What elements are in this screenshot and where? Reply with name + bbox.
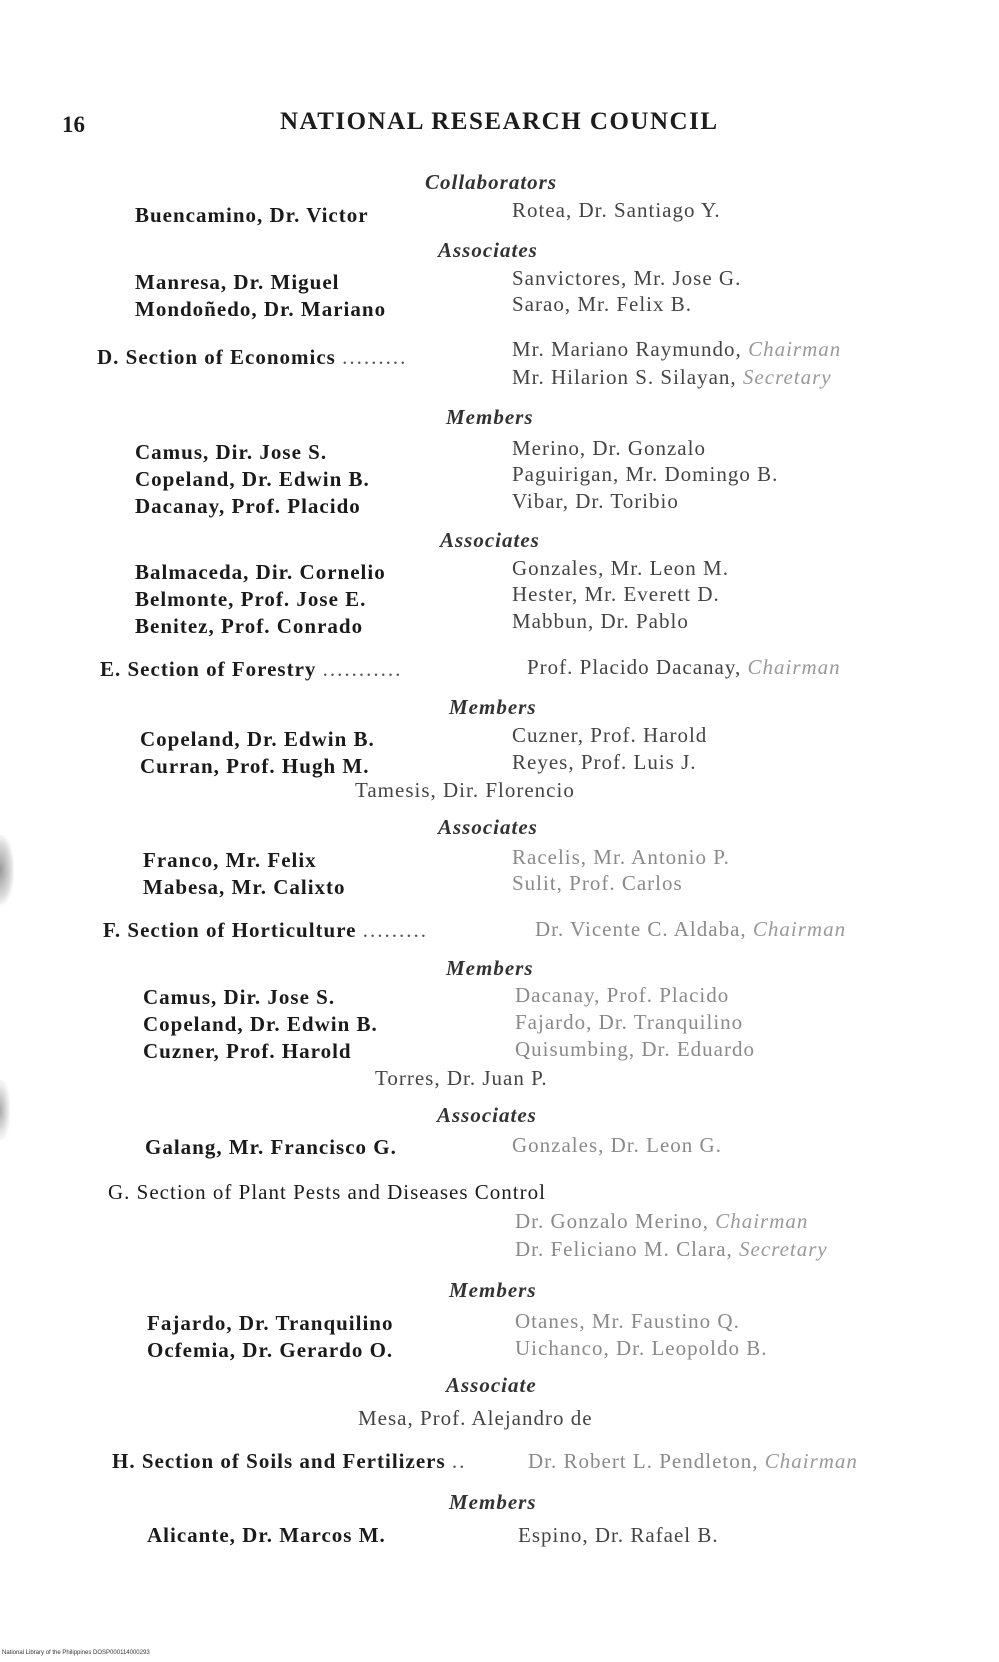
list-item: Manresa, Dr. Miguel (135, 270, 340, 294)
chairman-name: Dr. Gonzalo Merino, (515, 1209, 709, 1233)
section-heading-horticulture (103, 918, 428, 943)
section-title: H. Section of Soils and Fertilizers (112, 1449, 446, 1473)
running-head: NATIONAL RESEARCH COUNCIL (280, 108, 719, 135)
subheading-associates: Associates (437, 1103, 537, 1127)
chairman-line (515, 1209, 808, 1234)
list-item: Sulit, Prof. Carlos (512, 871, 683, 895)
list-item: Fajardo, Dr. Tranquilino (515, 1010, 744, 1034)
subheading-members: Members (446, 956, 534, 980)
page-number: 16 (62, 112, 85, 137)
secretary-name: Dr. Feliciano M. Clara, (515, 1237, 733, 1261)
section-title: F. Section of Horticulture (103, 918, 357, 942)
list-item: Sanvictores, Mr. Jose G. (512, 266, 742, 290)
list-item: Cuzner, Prof. Harold (143, 1039, 352, 1063)
list-item: Otanes, Mr. Faustino Q. (515, 1309, 740, 1333)
subheading-associates: Associates (438, 238, 538, 262)
chairman-name: Mr. Mariano Raymundo, (512, 337, 742, 361)
secretary-role: Secretary (742, 365, 832, 389)
list-item: Benitez, Prof. Conrado (135, 614, 364, 638)
list-item: Gonzales, Mr. Leon M. (512, 556, 729, 580)
list-item: Mabbun, Dr. Pablo (512, 609, 689, 633)
list-item: Reyes, Prof. Luis J. (512, 750, 697, 774)
chairman-role: Chairman (715, 1209, 809, 1233)
list-item: Copeland, Dr. Edwin B. (140, 727, 375, 751)
list-item: Hester, Mr. Everett D. (512, 582, 720, 606)
list-item: Cuzner, Prof. Harold (512, 723, 708, 747)
list-item: Sarao, Mr. Felix B. (512, 292, 692, 316)
subheading-associate: Associate (446, 1373, 537, 1397)
list-item: Camus, Dir. Jose S. (135, 440, 328, 464)
list-item: Franco, Mr. Felix (143, 848, 317, 872)
chairman-role: Chairman (747, 655, 841, 679)
leader-dots: ........... (322, 657, 403, 681)
section-title: D. Section of Economics (97, 345, 336, 369)
secretary-line (515, 1237, 828, 1262)
chairman-name: Prof. Placido Dacanay, (527, 655, 742, 679)
list-item: Merino, Dr. Gonzalo (512, 436, 706, 460)
subheading-associates: Associates (440, 528, 540, 552)
subheading-collaborators: Collaborators (425, 170, 558, 194)
chairman-name: Dr. Vicente C. Aldaba, (535, 917, 747, 941)
list-item: Copeland, Dr. Edwin B. (143, 1012, 378, 1036)
footer-attribution: National Library of the Philippines DOSP000114000293 (2, 1650, 150, 1656)
list-item: Curran, Prof. Hugh M. (140, 754, 370, 778)
leader-dots: ......... (342, 345, 408, 369)
chairman-role: Chairman (752, 917, 847, 941)
list-item: Alicante, Dr. Marcos M. (147, 1523, 386, 1547)
list-item: Buencamino, Dr. Victor (135, 203, 369, 227)
subheading-members: Members (449, 1490, 537, 1514)
section-heading-forestry (100, 657, 402, 682)
leader-dots: ......... (362, 918, 428, 942)
subheading-associates: Associates (438, 815, 538, 839)
list-item: Rotea, Dr. Santiago Y. (512, 198, 721, 222)
section-heading-plant-pests (108, 1180, 546, 1205)
subheading-members: Members (449, 1278, 537, 1302)
section-title: G. Section of Plant Pests and Diseases Control (108, 1180, 546, 1204)
chairman-name: Dr. Robert L. Pendleton, (528, 1449, 759, 1473)
leader-dots: .. (451, 1449, 467, 1473)
scan-smudge (0, 835, 14, 905)
section-heading-economics (97, 345, 407, 370)
list-item: Galang, Mr. Francisco G. (145, 1135, 397, 1159)
list-item: Ocfemia, Dr. Gerardo O. (147, 1338, 394, 1362)
list-item: Tamesis, Dir. Florencio (355, 778, 575, 802)
subheading-members: Members (449, 695, 537, 719)
list-item: Quisumbing, Dr. Eduardo (515, 1037, 755, 1061)
chairman-line (527, 655, 841, 680)
list-item: Mesa, Prof. Alejandro de (358, 1406, 593, 1430)
list-item: Mabesa, Mr. Calixto (143, 875, 346, 899)
chairman-role: Chairman (764, 1449, 858, 1473)
subheading-members: Members (446, 405, 534, 429)
secretary-name: Mr. Hilarion S. Silayan, (512, 365, 737, 389)
list-item: Espino, Dr. Rafael B. (518, 1523, 719, 1547)
list-item: Dacanay, Prof. Placido (515, 983, 730, 1007)
list-item: Paguirigan, Mr. Domingo B. (512, 462, 779, 486)
chairman-role: Chairman (748, 337, 842, 361)
list-item: Torres, Dr. Juan P. (375, 1066, 548, 1090)
scan-smudge (0, 1080, 10, 1140)
list-item: Copeland, Dr. Edwin B. (135, 467, 370, 491)
secretary-role: Secretary (739, 1237, 828, 1261)
chairman-line (512, 337, 841, 362)
section-heading-soils (112, 1449, 466, 1474)
list-item: Belmonte, Prof. Jose E. (135, 587, 367, 611)
section-title: E. Section of Forestry (100, 657, 317, 681)
list-item: Fajardo, Dr. Tranquilino (147, 1311, 394, 1335)
list-item: Dacanay, Prof. Placido (135, 494, 361, 518)
list-item: Camus, Dir. Jose S. (143, 985, 336, 1009)
list-item: Racelis, Mr. Antonio P. (512, 845, 730, 869)
chairman-line (535, 917, 846, 942)
list-item: Balmaceda, Dir. Cornelio (135, 560, 386, 584)
list-item: Mondoñedo, Dr. Mariano (135, 297, 387, 321)
list-item: Vibar, Dr. Toribio (512, 489, 679, 513)
list-item: Gonzales, Dr. Leon G. (512, 1133, 722, 1157)
chairman-line (528, 1449, 858, 1474)
list-item: Uichanco, Dr. Leopoldo B. (515, 1336, 768, 1360)
secretary-line (512, 365, 832, 390)
